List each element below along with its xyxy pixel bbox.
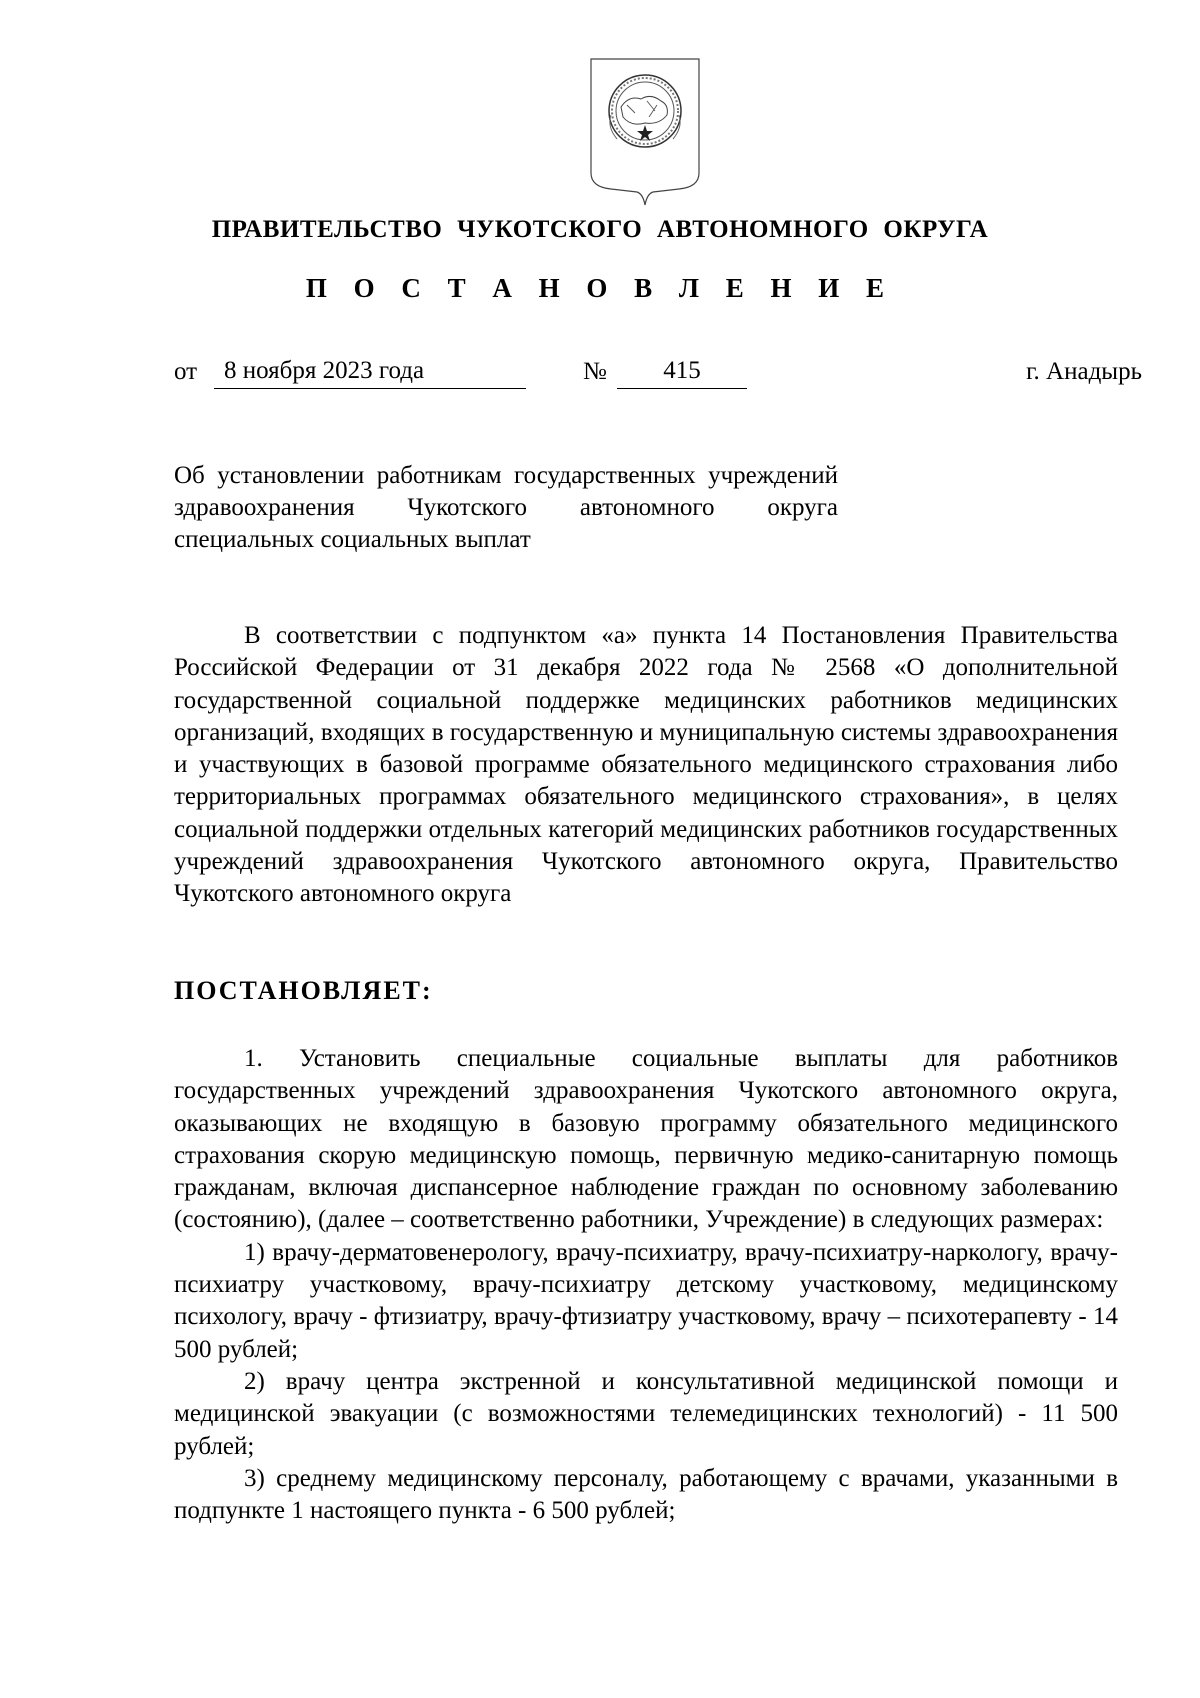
document-subject: Об установлении работникам государственных учреждений здравоохранения Чукотского автономного округа специальных социальных выплат: [174, 462, 838, 553]
document-meta-row: [174, 358, 1142, 392]
item-1: 1. Установить специальные социальные выплаты для работников государственных учреждений здравоохранения Чукотского автономного округа, оказывающих не входящую в базовую программу обязательного медицинского страхования скорую медицинскую помощь, первичную медико-санитарную помощь гражданам, включая диспансерное наблюдение граждан по основному заболеванию (состоянию), (далее – соответственно работники, Учреждение) в следующих размерах:: [174, 1045, 1118, 1234]
item-1-sub-2: 2) врачу центра экстренной и консультативной медицинской помощи и медицинской эвакуации (с возможностями телемедицинских технологий) - 11 500 рублей;: [174, 1367, 1118, 1460]
resolves-heading: ПОСТАНОВЛЯЕТ:: [174, 976, 433, 1005]
number-label: №: [583, 358, 607, 385]
preamble: [174, 620, 1118, 911]
from-label: от: [174, 358, 198, 385]
preamble-paragraph: В соответствии с подпунктом «а» пункта 14 Постановления Правительства Российской Федерации от 31 декабря 2022 года № 2568 «О дополнительной государственной социальной поддержке медицинских работников медицинских организаций, входящих в государственную и муниципальную системы здравоохранения и участвующих в базовой программе обязательного медицинского страхования либо территориальных программах обязательного медицинского страхования», в целях социальной поддержки отдельных категорий медицинских работников государственных учреждений здравоохранения Чукотского автономного округа, Правительство Чукотского автономного округа: [174, 622, 1118, 908]
document-date: 8 ноября 2023 года: [214, 354, 526, 389]
document-type-heading: П О С Т А Н О В Л Е Н И Е: [305, 273, 895, 303]
city: г. Анадырь: [1026, 358, 1142, 385]
coat-of-arms-emblem: [587, 55, 703, 207]
government-title: ПРАВИТЕЛЬСТВО ЧУКОТСКОГО АВТОНОМНОГО ОКРУГА: [211, 216, 989, 243]
item-1-sub-3: 3) среднему медицинскому персоналу, работающему с врачами, указанными в подпункте 1 настоящего пункта - 6 500 рублей;: [174, 1464, 1118, 1525]
item-1-sub-1: 1) врачу-дерматовенерологу, врачу-психиатру, врачу-психиатру-наркологу, врачу-психиатру участковому, врачу-психиатру детскому участковому, медицинскому психологу, врачу - фтизиатру, врачу-фтизиатру участковому, врачу – психотерапевту - 14 500 рублей;: [174, 1238, 1118, 1363]
resolution-items: [174, 1043, 1118, 1527]
document-number: 415: [617, 354, 747, 389]
